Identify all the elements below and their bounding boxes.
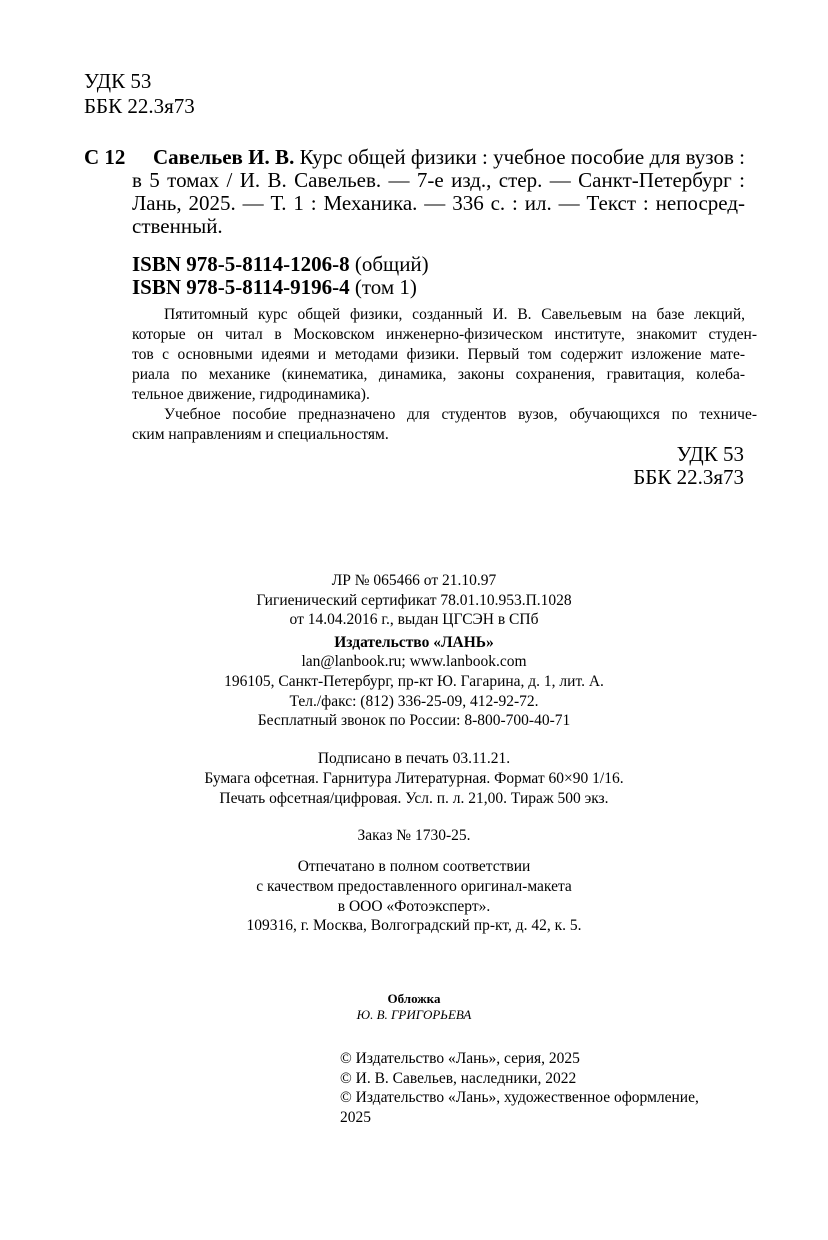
annotation-line-4: [132, 365, 745, 385]
copyright-line-2: © И. В. Савельев, наследники, 2022: [340, 1070, 577, 1087]
publisher-phone: Тел./факс: (812) 336-25-09, 412-92-72.: [289, 693, 539, 710]
printer-line-2: с качеством предоставленного оригинал-макета: [256, 878, 572, 895]
bbk-header: ББК 22.3я73: [84, 94, 195, 118]
cover-label: Обложка: [387, 991, 441, 1006]
annotation-line-3: [132, 345, 745, 365]
publisher-address: 196105, Санкт-Петербург, пр-кт Ю. Гагарина, д. 1, лит. А.: [224, 673, 604, 690]
biblio-line-4: ственный.: [132, 214, 223, 238]
print-signed: Подписано в печать 03.11.21.: [317, 750, 511, 767]
annotation-line-5: тельное движение, гидродинамика).: [132, 386, 370, 403]
biblio-line-3-text: Лань, 2025. — Т. 1 : Механика. — 336 с. : ил. — Текст : непосред-: [132, 191, 745, 215]
biblio-line-2-text: в 5 томах / И. В. Савельев. — 7-е изд., стер. — Санкт-Петербург :: [132, 168, 745, 192]
printer-line-4: 109316, г. Москва, Волгоградский пр-кт, д. 42, к. 5.: [246, 917, 582, 934]
printer-line-3: в ООО «Фотоэксперт».: [337, 898, 491, 915]
copyright-line-1: © Издательство «Лань», серия, 2025: [340, 1050, 580, 1067]
copyright-line-3: © Издательство «Лань», художественное оформление,: [340, 1089, 699, 1106]
annotation-line-2-text: которые он читал в Московском инженерно-физическом институте, знакомит студен-: [132, 326, 757, 343]
biblio-code: С 12: [84, 145, 126, 169]
isbn-general: [132, 253, 429, 276]
annotation-line-6: [164, 405, 757, 425]
annotation-line-1: [164, 305, 745, 325]
annotation-line-3-text: тов с основными идеями и методами физики. Первый том содержит изложение мате-: [132, 346, 745, 363]
bbk-footer: ББК 22.3я73: [633, 465, 744, 489]
biblio-line-1-inner: [153, 146, 745, 169]
license: ЛР № 065466 от 21.10.97: [331, 572, 497, 589]
biblio-line-3: [132, 192, 745, 215]
annotation-line-4-text: риала по механике (кинематика, динамика, законы сохранения, гравитация, колеба-: [132, 366, 745, 383]
printer-line-1: Отпечатано в полном соответствии: [297, 858, 531, 875]
print-method: Печать офсетная/цифровая. Усл. п. л. 21,00. Тираж 500 экз.: [219, 790, 609, 807]
certificate: Гигиенический сертификат 78.01.10.953.П.1028: [256, 592, 572, 609]
certificate-date: от 14.04.2016 г., выдан ЦГСЭН в СПб: [289, 611, 539, 628]
isbn-volume: [132, 276, 417, 299]
udk-header: УДК 53: [84, 69, 152, 93]
isbn-volume-number: ISBN 978-5-8114-9196-4: [132, 275, 350, 299]
print-paper: Бумага офсетная. Гарнитура Литературная. Формат 60×90 1/16.: [204, 770, 624, 787]
isbn-general-number: ISBN 978-5-8114-1206-8: [132, 252, 350, 276]
isbn-general-note: (общий): [354, 252, 429, 276]
biblio-line-2: [132, 169, 745, 192]
annotation-line-6-text: Учебное пособие предназначено для студентов вузов, обучающихся по техниче-: [164, 406, 757, 423]
isbn-volume-note: (том 1): [354, 275, 417, 299]
udk-footer: УДК 53: [676, 442, 744, 466]
annotation-line-7: ским направлениям и специальностям.: [132, 426, 389, 443]
copyright-line-4: 2025: [340, 1109, 371, 1126]
cover-designer: Ю. В. ГРИГОРЬЕВА: [356, 1007, 472, 1022]
annotation-line-2: [132, 325, 757, 345]
biblio-title: Курс общей физики : учебное пособие для вузов :: [299, 145, 746, 169]
annotation-line-1-text: Пятитомный курс общей физики, созданный И. В. Савельевым на базе лекций,: [164, 306, 745, 323]
print-order: Заказ № 1730-25.: [357, 827, 471, 844]
biblio-line-1: [153, 146, 745, 169]
publisher-name: Издательство «ЛАНЬ»: [334, 634, 494, 651]
biblio-author: Савельев И. В.: [153, 145, 295, 169]
publisher-web: lan@lanbook.ru; www.lanbook.com: [301, 653, 527, 670]
publisher-hotline: Бесплатный звонок по России: 8-800-700-40-71: [257, 712, 571, 729]
